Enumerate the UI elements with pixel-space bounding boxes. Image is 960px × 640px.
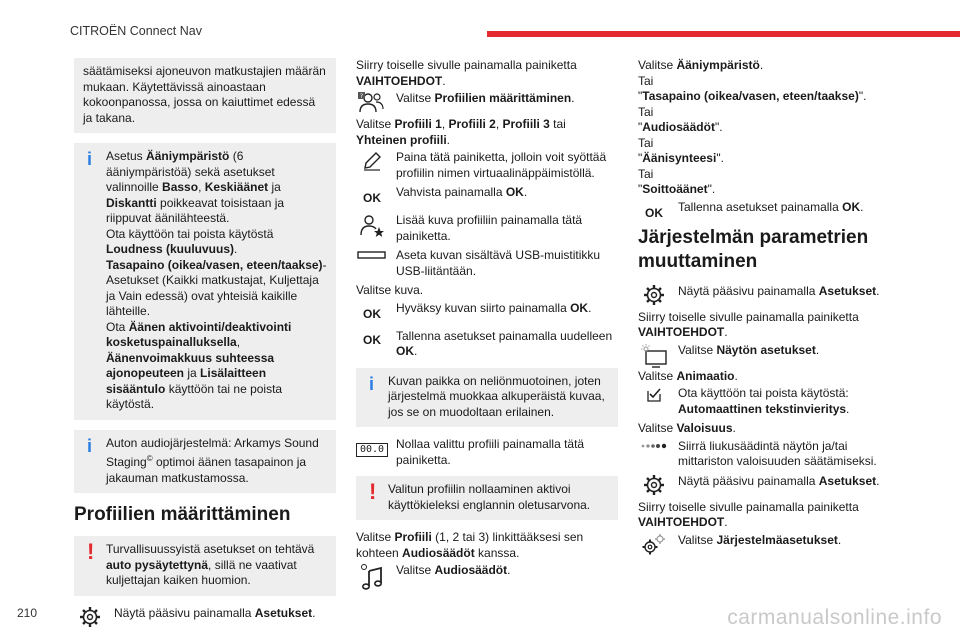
step-edit-name: Paina tätä painiketta, jolloin voit syöttää profiilin nimen virtuaalinäppäimistöllä.	[356, 150, 618, 181]
warning-icon: !	[87, 539, 95, 564]
profile-star-icon	[356, 213, 388, 242]
gear-icon	[74, 606, 106, 633]
step-save-again: OK Tallenna asetukset painamalla uudelleen OK.	[356, 329, 618, 360]
line-audio-settings: "Audiosäädöt".	[638, 120, 723, 134]
step-system-settings: Valitse Järjestelmäasetukset.	[638, 533, 900, 549]
paragraph-link-profile: Valitse Profiili (1, 2 tai 3) linkittääksesi sen kohteen Audiosäädöt kanssa.	[356, 530, 584, 560]
line-or: Tai	[638, 135, 654, 150]
pencil-icon	[356, 150, 388, 177]
paragraph-options: Siirry toiselle sivulle painamalla painiketta VAIHTOEHDOT.	[638, 309, 859, 339]
info-box-sound-settings	[74, 143, 336, 420]
gears-icon	[638, 533, 670, 562]
note-box-continued	[74, 58, 336, 133]
display-brightness-icon	[638, 343, 670, 374]
reset-display-icon: 00.0	[356, 441, 388, 457]
step-insert-usb: Aseta kuvan sisältävä USB-muistitikku USB-liitäntään.	[356, 248, 618, 279]
step-reset-profile: 00.0 Nollaa valittu profiili painamalla tätä painiketta.	[356, 437, 618, 468]
paragraph-select-image: Valitse kuva.	[356, 283, 424, 297]
warning-text: Turvallisuussyistä asetukset on tehtävä auto pysäytettynä, sillä ne vaativat kuljettajan kaiken huomion.	[106, 542, 315, 587]
step-settings: Näytä pääsivu painamalla Asetukset.	[638, 474, 900, 490]
watermark: carmanualsonline.info	[727, 606, 942, 629]
step-settings: Näytä pääsivu painamalla Asetukset.	[74, 606, 336, 622]
step-accept-image: OK Hyväksy kuvan siirto painamalla OK.	[356, 301, 618, 317]
line-ringtones: "Soittoäänet".	[638, 182, 716, 196]
paragraph-brightness: Valitse Valoisuus.	[638, 421, 736, 435]
step-confirm-ok: OK Vahvista painamalla OK.	[356, 185, 618, 201]
paragraph-options: Siirry toiselle sivulle painamalla painiketta VAIHTOEHDOT.	[356, 58, 577, 88]
info-text: Asetus Ääniympäristö (6 ääniympäristöä) sekä asetukset valinnoille Basso, Keskiäänet ja Diskantti poikkeavat toisistaan ja riippuvat äänilähteestä. Ota käyttöön tai poista käytöstä Loudness (kuuluvuus). Tasapaino (oikea/vasen, eteen/taakse)- Asetukset (Kaikki matkustajat, Kuljettaja ja Vain edessä) ovat yhteisiä kaikille lähteille. Ota Äänen aktivointi/deaktivointi kosketuspainalluksella, Äänenvoimakkuus suhteessa ajonopeuteen ja Lisälaitteen sisääntulo käyttöön tai ne poista käytöstä.	[106, 149, 327, 411]
section-heading-profiles: Profiilien määrittäminen	[74, 504, 291, 525]
paragraph-animation: Valitse Animaatio.	[638, 368, 738, 383]
profile-users-icon	[356, 91, 388, 118]
step-profile-settings: ? Valitse Profiilien määrittäminen.	[356, 91, 618, 107]
ok-button-icon: OK	[363, 332, 381, 347]
info-icon: i	[369, 373, 375, 394]
slider-dots-icon	[638, 439, 670, 456]
column-left	[74, 58, 336, 626]
paragraph-options: Siirry toiselle sivulle painamalla painiketta VAIHTOEHDOT.	[638, 499, 859, 529]
music-note-icon	[356, 563, 388, 596]
page-number: 210	[17, 606, 38, 620]
step-display-settings: Valitse Näytön asetukset.	[638, 343, 900, 359]
column-middle	[356, 58, 618, 583]
line-balance: "Tasapaino (oikea/vasen, eteen/taakse)".	[638, 89, 867, 103]
column-right	[638, 58, 900, 553]
paragraph-select-profile: Valitse Profiili 1, Profiili 2, Profiili 3 tai Yhteinen profiili.	[356, 117, 566, 147]
usb-stick-icon	[356, 248, 388, 267]
ok-button-icon: OK	[645, 205, 663, 220]
step-audio-settings: Valitse Audiosäädöt.	[356, 563, 618, 579]
line-or: Tai	[638, 73, 654, 88]
line-or: Tai	[638, 166, 654, 181]
ok-button-icon: OK	[363, 191, 381, 205]
note-text: säätämiseksi ajoneuvon matkustajien määrän mukaan. Käytettävissä ainoastaan kokoonpanossa, jossa on kaiuttimet edessä ja takana.	[83, 64, 326, 125]
warning-icon: !	[369, 479, 377, 504]
header-accent-bar	[487, 31, 960, 37]
line-voice-synthesis: "Äänisynteesi".	[638, 151, 724, 165]
warning-box-safety	[74, 536, 336, 596]
svg-text:?: ?	[359, 93, 364, 100]
warning-box-reset: ! Valitun profiilin nollaaminen aktivoi käyttökieleksi englannin oletusarvona.	[356, 476, 618, 520]
line-or: Tai	[638, 104, 654, 119]
section-heading-system: Järjestelmän parametrien muuttaminen	[638, 226, 869, 272]
step-settings: Näytä pääsivu painamalla Asetukset.	[638, 284, 900, 300]
checkbox-icon	[638, 386, 670, 409]
step-save-settings: OK Tallenna asetukset painamalla OK.	[638, 200, 900, 216]
info-box-image-shape: i Kuvan paikka on neliönmuotoinen, joten järjestelmä muokkaa alkuperäistä kuvaa, jos se on muodoltaan erilainen.	[356, 368, 618, 428]
ok-button-icon: OK	[363, 306, 381, 321]
step-auto-scroll: Ota käyttöön tai poista käytöstä: Automaattinen tekstinvieritys.	[638, 386, 900, 417]
step-add-image: Lisää kuva profiiliin painamalla tätä painiketta.	[356, 213, 618, 244]
info-text: Auton audiojärjestelmä: Arkamys Sound Staging© optimoi äänen tasapainon ja jakauman matkustamossa.	[106, 435, 319, 485]
info-box-arkamys	[74, 430, 336, 494]
line-select-ambience: Valitse Ääniympäristö.	[638, 58, 764, 72]
running-header: CITROËN Connect Nav	[70, 24, 202, 38]
gear-icon	[638, 474, 670, 501]
gear-icon	[638, 284, 670, 311]
info-icon: i	[87, 149, 93, 169]
step-brightness-slider: Siirrä liukusäädintä näytön ja/tai mittariston valoisuuden säätämiseksi.	[638, 439, 900, 470]
info-icon: i	[87, 435, 93, 456]
